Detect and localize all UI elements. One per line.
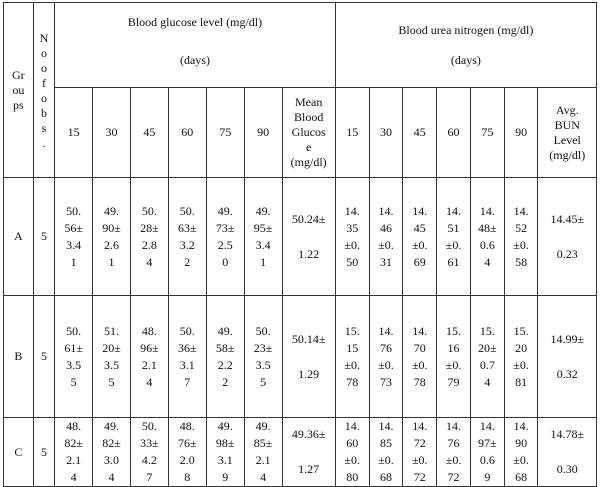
bun-value-cell-line: 14. bbox=[344, 419, 360, 433]
glucose-value-cell-line: 98± bbox=[215, 436, 235, 450]
glucose-value-cell-line: 2.1 bbox=[255, 453, 271, 467]
table-row bbox=[4, 296, 597, 418]
glucose-value-cell bbox=[55, 418, 93, 487]
glucose-value-cell bbox=[206, 418, 244, 487]
bun-value-cell-line: 70 bbox=[413, 340, 426, 355]
glucose-value-cell bbox=[206, 178, 244, 296]
bun-value-cell bbox=[369, 178, 403, 296]
bun-value-cell bbox=[335, 178, 369, 296]
bun-value-cell-line: ±0. bbox=[378, 453, 394, 467]
glucose-value-cell-line: 73± bbox=[215, 220, 235, 235]
glucose-value-cell-line: 48. bbox=[179, 419, 195, 433]
glucose-title bbox=[55, 3, 336, 53]
bun-value-cell-line: 61 bbox=[447, 254, 460, 269]
glucose-value-cell-line: 50. bbox=[141, 203, 157, 218]
bun-days-text: (days) bbox=[450, 52, 481, 67]
bun-value-cell-line: 14. bbox=[344, 203, 360, 218]
group-cell: A bbox=[4, 178, 34, 296]
glucose-value-cell-line: 49. bbox=[104, 419, 120, 433]
bun-value-cell-line: 14. bbox=[378, 419, 394, 433]
glucose-day-header: 75 bbox=[206, 88, 244, 178]
bun-value-cell-line: 31 bbox=[379, 254, 392, 269]
group-cell: B bbox=[4, 296, 34, 418]
glucose-value-cell-line: 0 bbox=[222, 254, 229, 269]
bun-value-cell-line: 14. bbox=[378, 323, 394, 338]
bun-value-cell-line: 79 bbox=[447, 374, 460, 389]
bun-value-cell-line: 51 bbox=[447, 220, 460, 235]
obs-header-part: o bbox=[40, 61, 47, 75]
glucose-value-cell-line: 85± bbox=[253, 436, 273, 450]
glucose-value-cell-line: 50. bbox=[66, 323, 82, 338]
glucose-value-cell-line: 5 bbox=[70, 374, 77, 389]
glucose-value-cell bbox=[206, 296, 244, 418]
glucose-value-cell-line: 36± bbox=[178, 340, 197, 355]
glucose-value-cell-line: 4 bbox=[146, 374, 153, 389]
bun-value-cell-line: 14. bbox=[412, 323, 428, 338]
glucose-value-cell-line: 3.5 bbox=[66, 357, 82, 372]
bun-value-cell-line: ±0. bbox=[513, 237, 529, 252]
glucose-value-cell-line: 2.5 bbox=[217, 237, 233, 252]
glucose-value-cell-line: 3.1 bbox=[179, 357, 195, 372]
glucose-value-cell bbox=[168, 418, 206, 487]
table-row bbox=[4, 418, 597, 487]
glucose-value-cell-line: 49. bbox=[217, 419, 233, 433]
obs-header-part: o bbox=[40, 46, 47, 60]
mean-glucose-cell bbox=[282, 296, 335, 418]
glucose-day-header: 15 bbox=[55, 88, 93, 178]
groups-header-part: Gr bbox=[12, 67, 25, 82]
groups-header-part: ou bbox=[12, 82, 25, 97]
glucose-value-cell-line: 4 bbox=[108, 470, 115, 484]
glucose-value-cell-line: 51. bbox=[104, 323, 120, 338]
glucose-value-cell-line: 90± bbox=[102, 220, 121, 235]
bun-value-cell-line: 90 bbox=[515, 436, 528, 450]
mean-glucose-line: 1.22 bbox=[298, 246, 320, 261]
bun-days-label bbox=[335, 53, 596, 88]
glucose-value-cell bbox=[130, 296, 168, 418]
mean-glucose-header-part: (mg/dl) bbox=[290, 155, 327, 169]
glucose-value-cell-line: 50. bbox=[66, 203, 82, 218]
bun-value-cell-line: 15. bbox=[479, 323, 495, 338]
group-cell: C bbox=[4, 418, 34, 487]
glucose-value-cell bbox=[93, 178, 131, 296]
bun-value-cell-line: 15. bbox=[344, 323, 360, 338]
glucose-value-cell-line: 82± bbox=[64, 436, 83, 450]
glucose-value-cell-line: 2.1 bbox=[66, 453, 82, 467]
glucose-value-cell-line: 49. bbox=[217, 203, 233, 218]
bun-value-cell-line: 78 bbox=[346, 374, 359, 389]
glucose-value-cell-line: 5 bbox=[260, 374, 267, 389]
bun-value-cell-line: ±0. bbox=[344, 357, 360, 372]
avg-bun-line: 0.30 bbox=[556, 462, 578, 476]
glucose-value-cell-line: 63± bbox=[178, 220, 197, 235]
obs-header-part: s bbox=[41, 121, 47, 135]
glucose-value-cell-line: 3.0 bbox=[104, 453, 120, 467]
glucose-title-text: Blood glucose level (mg/dl) bbox=[127, 15, 263, 29]
bun-value-cell-line: 80 bbox=[346, 470, 359, 484]
bun-value-cell-line: 20± bbox=[478, 340, 497, 355]
bun-value-cell-line: ±0. bbox=[445, 453, 462, 467]
mean-glucose-header-part: Mean bbox=[295, 95, 323, 109]
glucose-value-cell-line: 28± bbox=[140, 220, 159, 235]
spacer bbox=[283, 347, 335, 367]
bun-value-cell-line: 85 bbox=[379, 436, 392, 450]
bun-value-cell bbox=[470, 418, 504, 487]
bun-value-cell bbox=[437, 418, 471, 487]
bun-value-cell-line: 4 bbox=[484, 374, 491, 389]
bun-value-cell-line: 15. bbox=[446, 323, 462, 338]
glucose-day-header: 30 bbox=[93, 88, 131, 178]
bun-value-cell-line: 81 bbox=[515, 374, 528, 389]
bun-value-cell bbox=[470, 296, 504, 418]
bun-day-header: 60 bbox=[437, 88, 471, 178]
bun-value-cell-line: ±0. bbox=[344, 237, 360, 252]
header-row-3 bbox=[4, 88, 597, 178]
bun-value-cell-line: 15 bbox=[346, 340, 359, 355]
bun-value-cell bbox=[335, 296, 369, 418]
glucose-value-cell-line: 2.2 bbox=[217, 357, 233, 372]
bun-day-header: 30 bbox=[369, 88, 403, 178]
data-table bbox=[3, 2, 597, 487]
bun-value-cell bbox=[403, 178, 437, 296]
bun-value-cell-line: 45 bbox=[413, 220, 426, 235]
avg-bun-header-part: (mg/dl) bbox=[549, 147, 586, 162]
glucose-value-cell-line: 3.5 bbox=[255, 357, 271, 372]
bun-title bbox=[335, 3, 596, 53]
avg-bun-cell bbox=[538, 418, 597, 487]
bun-value-cell bbox=[437, 178, 471, 296]
bun-value-cell-line: 35 bbox=[346, 220, 359, 235]
bun-value-cell-line: 72 bbox=[413, 470, 426, 484]
glucose-value-cell-line: 95± bbox=[253, 220, 273, 235]
bun-value-cell-line: 20 bbox=[515, 340, 528, 355]
glucose-value-cell-line: 50. bbox=[179, 203, 195, 218]
bun-value-cell-line: ±0. bbox=[378, 357, 394, 372]
bun-value-cell bbox=[369, 418, 403, 487]
glucose-value-cell-line: 3.5 bbox=[104, 357, 120, 372]
bun-value-cell-line: 14. bbox=[479, 419, 495, 433]
obs-cell: 5 bbox=[33, 296, 55, 418]
glucose-value-cell bbox=[93, 418, 131, 487]
bun-value-cell-line: ±0. bbox=[411, 237, 428, 252]
bun-value-cell bbox=[504, 178, 538, 296]
avg-bun-header-part: Avg. bbox=[555, 102, 579, 117]
bun-value-cell bbox=[335, 418, 369, 487]
bun-value-cell bbox=[369, 296, 403, 418]
mean-glucose-line: 49.36± bbox=[291, 427, 326, 441]
glucose-value-cell-line: 50. bbox=[179, 323, 195, 338]
glucose-value-cell-line: 8 bbox=[184, 470, 191, 484]
bun-value-cell-line: 14. bbox=[479, 203, 495, 218]
glucose-value-cell bbox=[244, 418, 282, 487]
glucose-value-cell-line: 3.4 bbox=[255, 237, 271, 252]
avg-bun-header-part: Level bbox=[553, 132, 581, 147]
bun-value-cell-line: ±0. bbox=[344, 453, 360, 467]
glucose-value-cell-line: 82± bbox=[102, 436, 121, 450]
avg-bun-line: 14.99± bbox=[550, 331, 585, 346]
bun-day-header: 90 bbox=[504, 88, 538, 178]
glucose-value-cell-line: 2.8 bbox=[141, 237, 157, 252]
bun-value-cell-line: 14. bbox=[513, 203, 529, 218]
bun-value-cell bbox=[437, 296, 471, 418]
avg-bun-header-part: BUN bbox=[554, 117, 580, 132]
bun-value-cell bbox=[403, 418, 437, 487]
bun-value-cell-line: ±0. bbox=[513, 357, 529, 372]
glucose-value-cell-line: 96± bbox=[140, 340, 159, 355]
bun-day-header: 15 bbox=[335, 88, 369, 178]
glucose-value-cell-line: 48. bbox=[141, 323, 157, 338]
bun-value-cell-line: 14. bbox=[446, 203, 462, 218]
glucose-value-cell-line: 2.1 bbox=[141, 357, 157, 372]
bun-value-cell-line: 97± bbox=[478, 436, 497, 450]
glucose-value-cell-line: 1 bbox=[70, 254, 77, 269]
bun-value-cell bbox=[504, 418, 538, 487]
glucose-value-cell bbox=[55, 296, 93, 418]
mean-glucose-line: 50.14± bbox=[291, 331, 326, 346]
obs-header bbox=[33, 3, 55, 178]
glucose-days-text: (days) bbox=[179, 52, 210, 67]
header-row-2 bbox=[4, 53, 597, 88]
glucose-value-cell-line: 7 bbox=[146, 470, 153, 484]
spacer bbox=[538, 227, 596, 247]
obs-header-part: N bbox=[39, 31, 49, 45]
bun-value-cell-line: 0.6 bbox=[479, 453, 495, 467]
bun-value-cell-line: 9 bbox=[484, 470, 491, 484]
bun-value-cell-line: 68 bbox=[515, 470, 528, 484]
avg-bun-line: 0.23 bbox=[556, 246, 578, 261]
bun-value-cell-line: 76 bbox=[447, 436, 460, 450]
mean-glucose-line: 1.27 bbox=[298, 462, 320, 476]
glucose-value-cell-line: 49. bbox=[255, 203, 271, 218]
spacer bbox=[283, 227, 335, 247]
glucose-value-cell-line: 9 bbox=[222, 470, 229, 484]
bun-value-cell-line: 46 bbox=[379, 220, 392, 235]
groups-header-part: ps bbox=[13, 97, 24, 112]
bun-value-cell-line: 14. bbox=[378, 203, 394, 218]
header-row-1 bbox=[4, 3, 597, 53]
bun-value-cell-line: 69 bbox=[413, 254, 426, 269]
bun-value-cell-line: 60 bbox=[346, 436, 359, 450]
obs-header-part: o bbox=[40, 91, 47, 105]
glucose-value-cell-line: 7 bbox=[184, 374, 191, 389]
bun-value-cell-line: ±0. bbox=[445, 237, 462, 252]
mean-glucose-line: 1.29 bbox=[298, 366, 320, 381]
bun-value-cell-line: ±0. bbox=[411, 357, 428, 372]
mean-glucose-line: 50.24± bbox=[291, 211, 326, 226]
glucose-value-cell bbox=[244, 296, 282, 418]
glucose-day-header: 60 bbox=[168, 88, 206, 178]
glucose-value-cell-line: 58± bbox=[215, 340, 235, 355]
avg-bun-cell bbox=[538, 178, 597, 296]
glucose-value-cell-line: 4 bbox=[70, 470, 77, 484]
obs-header-part: f bbox=[41, 76, 46, 90]
mean-glucose-header bbox=[282, 88, 335, 178]
glucose-value-cell-line: 2.6 bbox=[104, 237, 120, 252]
bun-value-cell bbox=[403, 296, 437, 418]
glucose-value-cell-line: 2 bbox=[222, 374, 229, 389]
glucose-value-cell bbox=[55, 178, 93, 296]
glucose-value-cell bbox=[130, 178, 168, 296]
glucose-value-cell bbox=[168, 296, 206, 418]
avg-bun-header bbox=[538, 88, 597, 178]
groups-header bbox=[4, 3, 34, 178]
glucose-value-cell-line: 2.0 bbox=[179, 453, 195, 467]
bun-value-cell-line: ±0. bbox=[378, 237, 394, 252]
bun-value-cell-line: 50 bbox=[346, 254, 359, 269]
glucose-value-cell bbox=[93, 296, 131, 418]
glucose-value-cell-line: 61± bbox=[64, 340, 83, 355]
bun-value-cell-line: 14. bbox=[513, 419, 529, 433]
avg-bun-line: 14.45± bbox=[550, 211, 585, 226]
obs-cell: 5 bbox=[33, 178, 55, 296]
mean-glucose-cell bbox=[282, 418, 335, 487]
bun-title-text: Blood urea nitrogen (mg/dl) bbox=[398, 23, 534, 37]
glucose-days-label bbox=[55, 53, 336, 88]
bun-value-cell-line: 14. bbox=[412, 419, 428, 433]
glucose-value-cell-line: 76± bbox=[178, 436, 197, 450]
glucose-value-cell-line: 3.2 bbox=[179, 237, 195, 252]
obs-header-part: b bbox=[40, 106, 47, 120]
bun-day-header: 75 bbox=[470, 88, 504, 178]
bun-value-cell-line: 52 bbox=[515, 220, 528, 235]
obs-cell: 5 bbox=[33, 418, 55, 487]
bun-value-cell-line: 14. bbox=[412, 203, 428, 218]
bun-value-cell-line: 72 bbox=[413, 436, 426, 450]
glucose-value-cell-line: 1 bbox=[260, 254, 267, 269]
glucose-value-cell-line: 33± bbox=[140, 436, 159, 450]
bun-day-header: 45 bbox=[403, 88, 437, 178]
bun-value-cell-line: 4 bbox=[484, 254, 491, 269]
glucose-value-cell-line: 48. bbox=[66, 419, 82, 433]
mean-glucose-header-part: Glucos bbox=[291, 125, 326, 139]
glucose-value-cell-line: 4.2 bbox=[141, 453, 157, 467]
bun-value-cell bbox=[504, 296, 538, 418]
bun-value-cell-line: 72 bbox=[447, 470, 460, 484]
obs-header-part: . bbox=[42, 136, 46, 150]
spacer bbox=[538, 442, 596, 462]
bun-value-cell bbox=[470, 178, 504, 296]
bun-value-cell-line: 0.7 bbox=[479, 357, 495, 372]
glucose-value-cell-line: 5 bbox=[108, 374, 115, 389]
glucose-value-cell-line: 1 bbox=[108, 254, 115, 269]
bun-value-cell-line: 78 bbox=[413, 374, 426, 389]
glucose-value-cell-line: 50. bbox=[141, 419, 157, 433]
glucose-value-cell-line: 4 bbox=[260, 470, 267, 484]
bun-value-cell-line: 58 bbox=[515, 254, 528, 269]
glucose-day-header: 45 bbox=[130, 88, 168, 178]
bun-value-cell-line: 68 bbox=[379, 470, 392, 484]
glucose-value-cell-line: 49. bbox=[104, 203, 120, 218]
table-row bbox=[4, 178, 597, 296]
glucose-value-cell-line: 49. bbox=[217, 323, 233, 338]
avg-bun-line: 0.32 bbox=[556, 366, 578, 381]
glucose-value-cell bbox=[130, 418, 168, 487]
glucose-value-cell bbox=[168, 178, 206, 296]
glucose-value-cell-line: 50. bbox=[255, 323, 271, 338]
mean-glucose-header-part: e bbox=[306, 140, 312, 154]
glucose-value-cell-line: 56± bbox=[64, 220, 83, 235]
bun-value-cell-line: ±0. bbox=[513, 453, 529, 467]
bun-value-cell-line: 76 bbox=[379, 340, 392, 355]
bun-value-cell-line: 14. bbox=[446, 419, 462, 433]
glucose-value-cell-line: 20± bbox=[102, 340, 121, 355]
spacer bbox=[283, 442, 335, 462]
glucose-value-cell bbox=[244, 178, 282, 296]
avg-bun-line: 14.78± bbox=[550, 427, 585, 441]
mean-glucose-header-part: Blood bbox=[293, 110, 324, 124]
bun-value-cell-line: 15. bbox=[513, 323, 529, 338]
bun-value-cell-line: 73 bbox=[379, 374, 392, 389]
glucose-day-header: 90 bbox=[244, 88, 282, 178]
bun-value-cell-line: ±0. bbox=[411, 453, 428, 467]
bun-value-cell-line: 48± bbox=[478, 220, 497, 235]
bun-value-cell-line: 0.6 bbox=[479, 237, 495, 252]
glucose-value-cell-line: 3.1 bbox=[217, 453, 233, 467]
avg-bun-cell bbox=[538, 296, 597, 418]
glucose-value-cell-line: 49. bbox=[255, 419, 271, 433]
glucose-value-cell-line: 23± bbox=[253, 340, 273, 355]
glucose-value-cell-line: 3.4 bbox=[66, 237, 82, 252]
bun-value-cell-line: ±0. bbox=[445, 357, 462, 372]
spacer bbox=[538, 347, 596, 367]
mean-glucose-cell bbox=[282, 178, 335, 296]
glucose-value-cell-line: 2 bbox=[184, 254, 191, 269]
bun-value-cell-line: 16 bbox=[447, 340, 460, 355]
glucose-value-cell-line: 4 bbox=[146, 254, 153, 269]
